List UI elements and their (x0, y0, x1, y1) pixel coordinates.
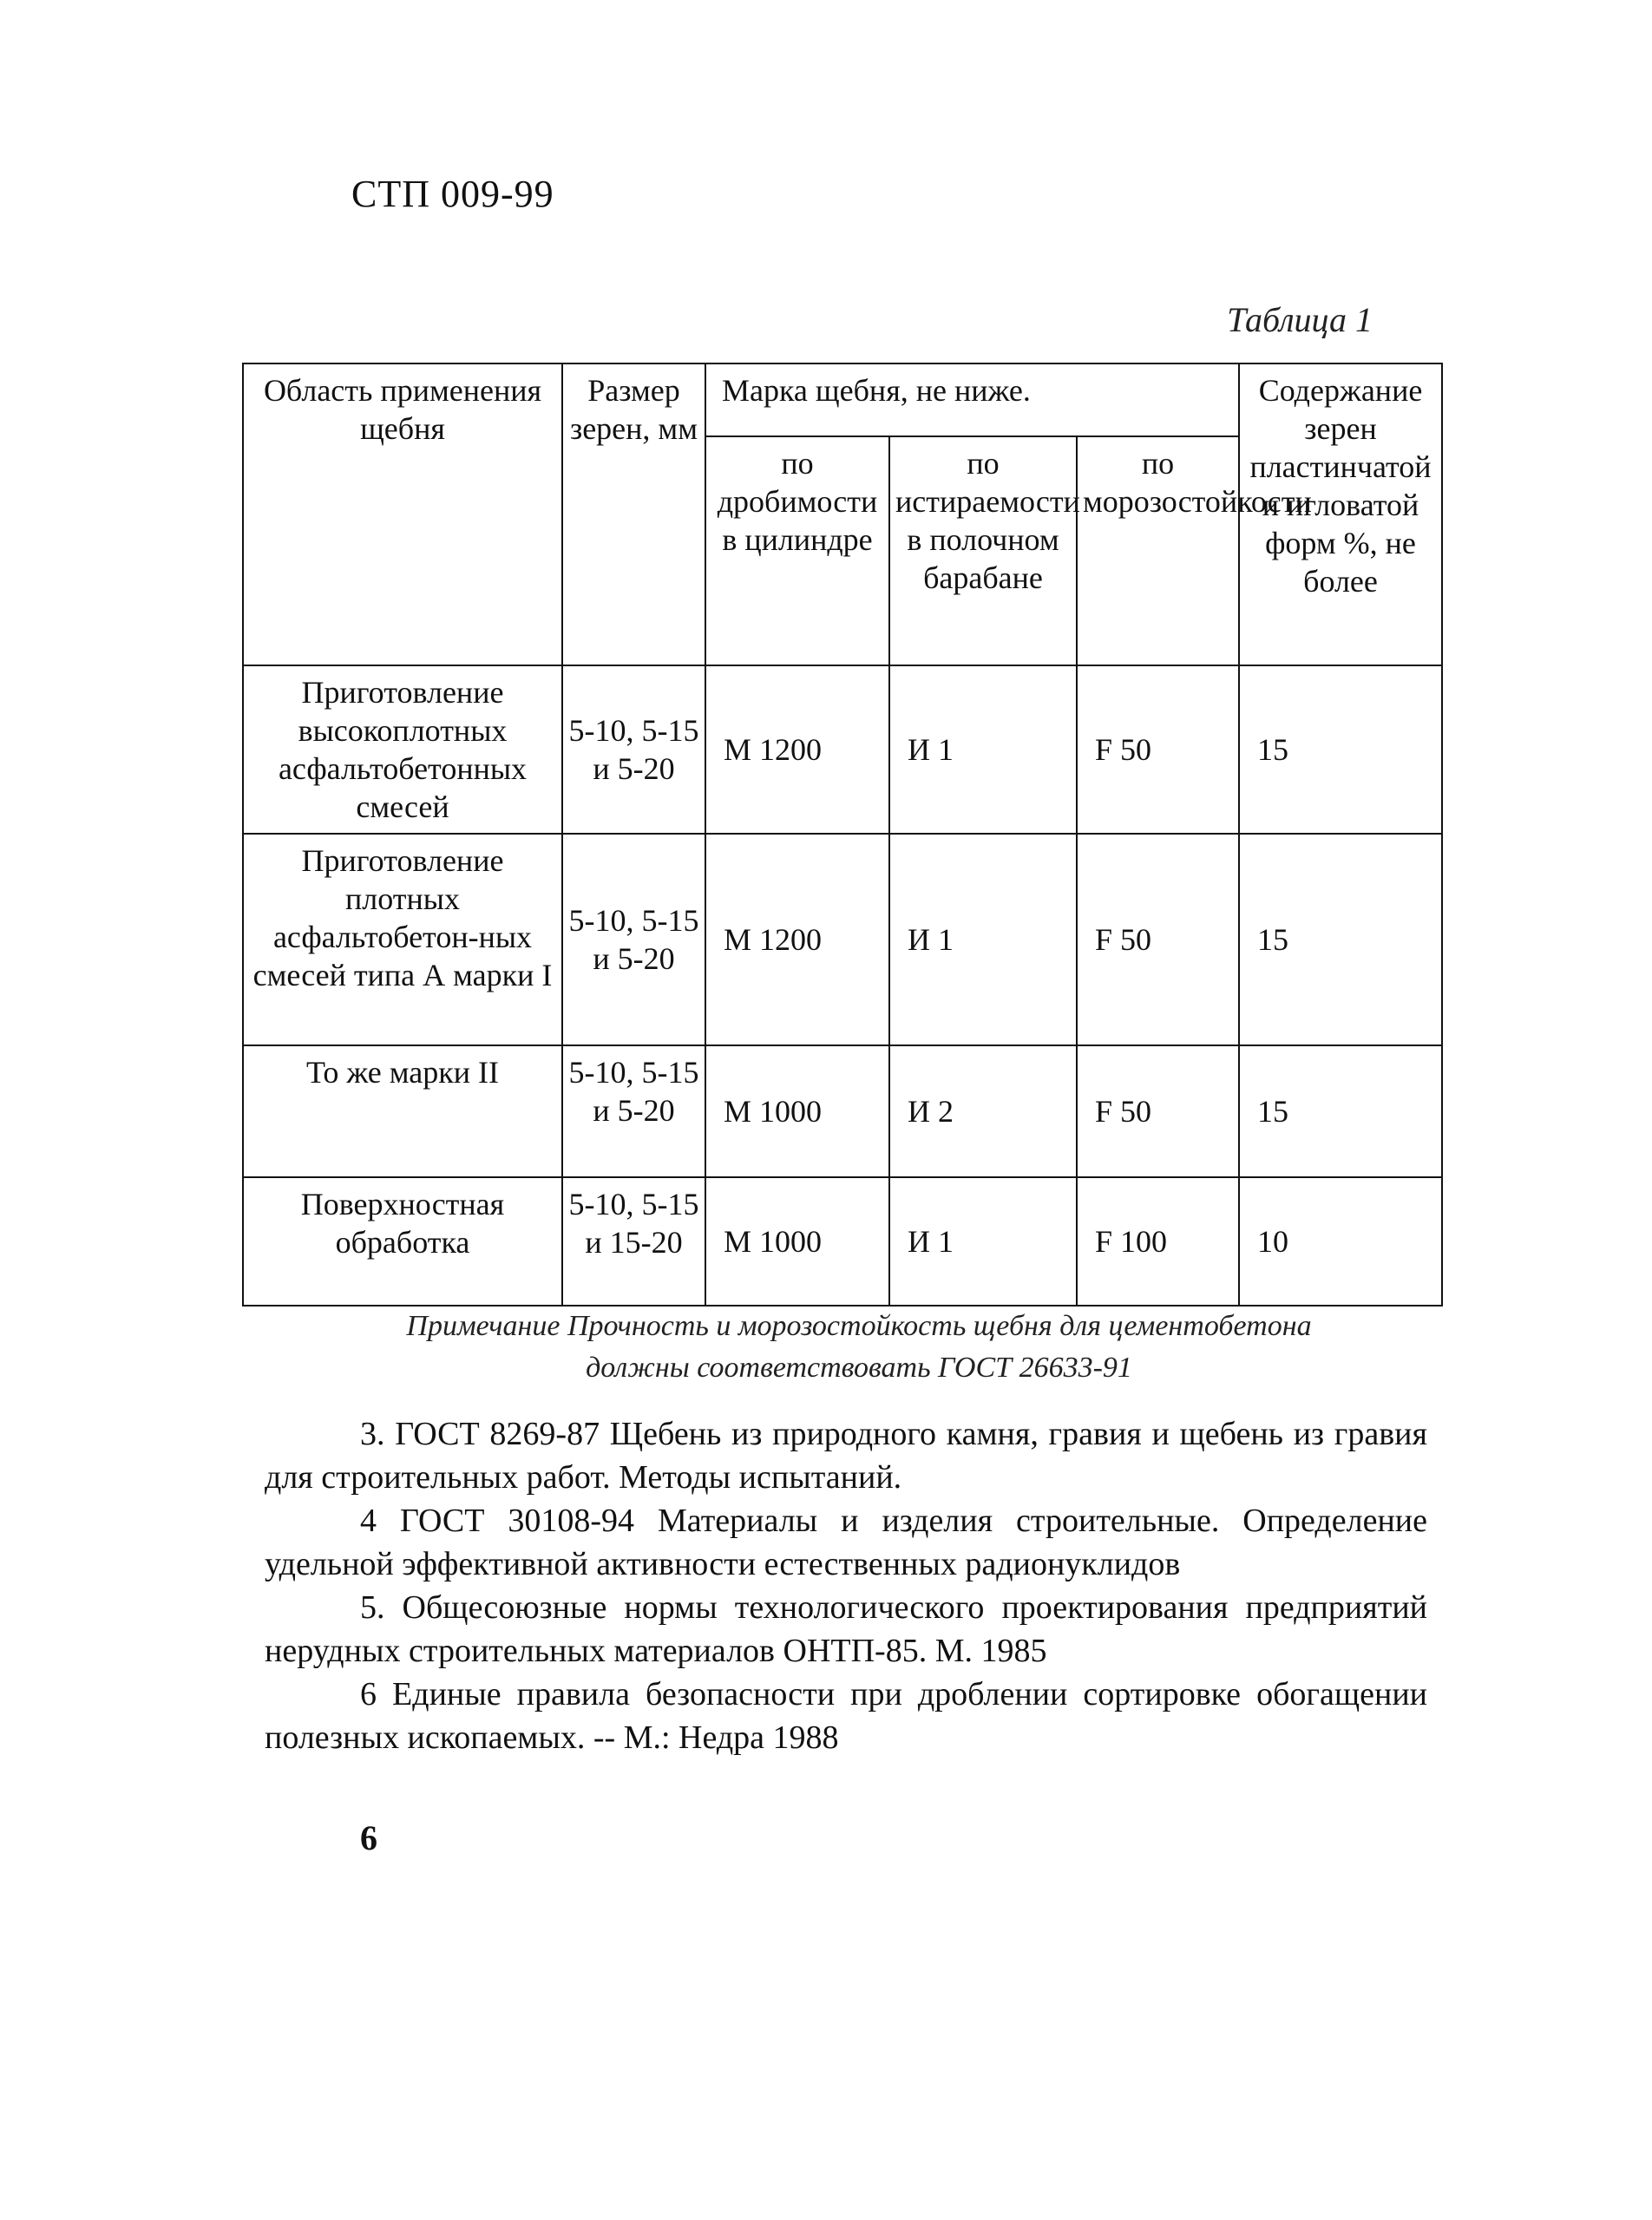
row-area: Приготовление плотных асфальтобетон-ных смесей типа А марки I (243, 834, 562, 1045)
row-abrasion: И 1 (889, 665, 1077, 834)
row-flaky: 15 (1239, 1045, 1442, 1177)
row-size: 5-10, 5-15 и 5-20 (562, 665, 705, 834)
table-label: Таблица 1 (1227, 300, 1373, 339)
table-header-row (243, 363, 1442, 436)
references-list (265, 1412, 1427, 1759)
row-size: 5-10, 5-15 и 15-20 (562, 1177, 705, 1306)
row-abrasion: И 2 (889, 1045, 1077, 1177)
header-area: Область применения щебня (243, 363, 562, 665)
document-code: СТП 009-99 (351, 173, 554, 215)
row-frost: F 50 (1077, 834, 1239, 1045)
table-row (243, 665, 1442, 834)
reference-item: 4 ГОСТ 30108-94 Материалы и изделия строительные. Определение удельной эффективной активности естественных радионуклидов (265, 1503, 1427, 1582)
row-crush: М 1200 (705, 665, 889, 834)
row-flaky: 10 (1239, 1177, 1442, 1306)
table-row (243, 1045, 1442, 1177)
row-area: Поверхностная обработка (243, 1177, 562, 1306)
reference-item: 3. ГОСТ 8269-87 Щебень из природного камня, гравия и щебень из гравия для строительных работ. Методы испытаний. (265, 1416, 1427, 1496)
table-note-line: Примечание Прочность и морозостойкость щебня для цементобетона (406, 1310, 1312, 1342)
reference-item: 6 Единые правила безопасности при дроблении сортировке обогащении полезных ископаемых. -- М.: Недра 1988 (265, 1676, 1427, 1756)
row-flaky: 15 (1239, 665, 1442, 834)
table-row (243, 834, 1442, 1045)
row-size: 5-10, 5-15 и 5-20 (562, 1045, 705, 1177)
header-abrasion: по истираемости в полочном барабане (889, 436, 1077, 665)
reference-item: 5. Общесоюзные нормы технологического проектирования предприятий нерудных строительных материалов ОНТП-85. М. 1985 (265, 1589, 1427, 1669)
table-note-line: должны соответствовать ГОСТ 26633-91 (586, 1352, 1132, 1384)
table-row (243, 1177, 1442, 1306)
specification-table (242, 363, 1443, 1306)
page-number: 6 (360, 1818, 377, 1857)
row-abrasion: И 1 (889, 1177, 1077, 1306)
row-abrasion: И 1 (889, 834, 1077, 1045)
header-size: Размер зерен, мм (562, 363, 705, 665)
header-flaky: Содержание зерен пластинчатой и игловатой форм %, не более (1239, 363, 1442, 665)
table-note (278, 1306, 1440, 1389)
header-frost: по морозостойкости (1077, 436, 1239, 665)
row-area: Приготовление высокоплотных асфальтобетонных смесей (243, 665, 562, 834)
row-crush: М 1000 (705, 1045, 889, 1177)
row-frost: F 50 (1077, 1045, 1239, 1177)
header-crush: по дробимости в цилиндре (705, 436, 889, 665)
row-frost: F 100 (1077, 1177, 1239, 1306)
row-area: То же марки II (243, 1045, 562, 1177)
row-frost: F 50 (1077, 665, 1239, 834)
row-crush: М 1200 (705, 834, 889, 1045)
row-crush: М 1000 (705, 1177, 889, 1306)
row-flaky: 15 (1239, 834, 1442, 1045)
row-size: 5-10, 5-15 и 5-20 (562, 834, 705, 1045)
header-grade-group: Марка щебня, не ниже. (705, 363, 1239, 436)
